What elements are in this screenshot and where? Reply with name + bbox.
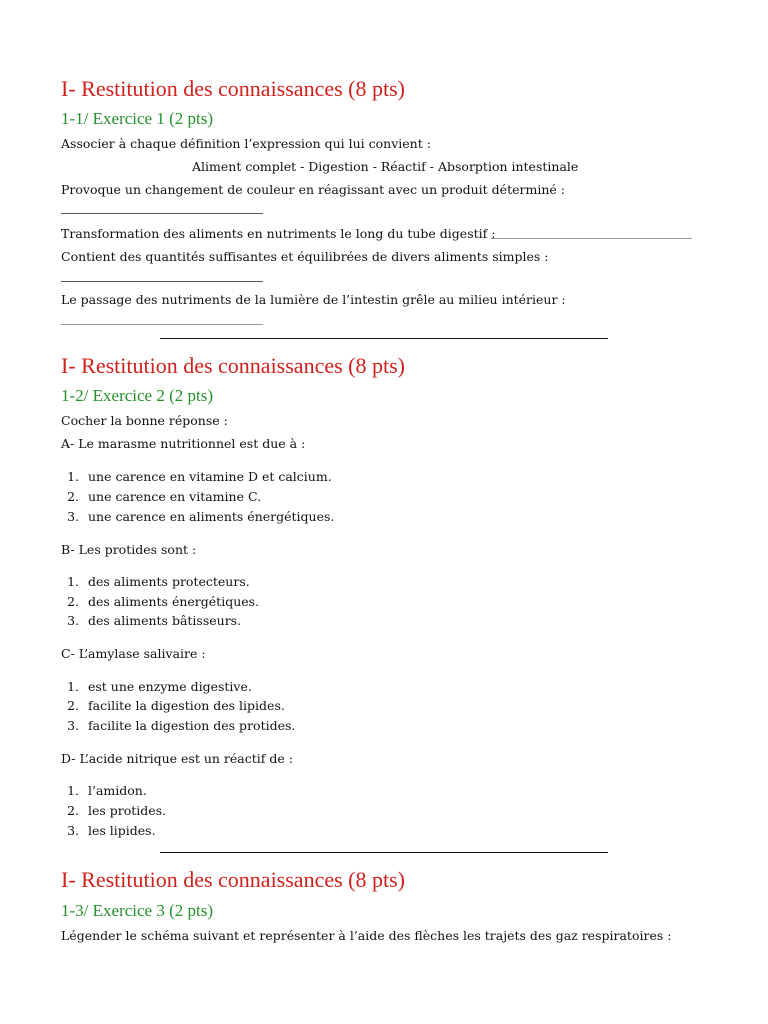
- list-number: 3.: [67, 509, 79, 524]
- question-d-option-2[interactable]: les protides.: [88, 803, 167, 818]
- exercise-2-title: 1-2/ Exercice 2 (2 pts): [61, 386, 213, 405]
- question-a-option-1[interactable]: une carence en vitamine D et calcium.: [88, 469, 332, 484]
- question-b-option-1[interactable]: des aliments protecteurs.: [88, 574, 250, 589]
- list-number: 1.: [67, 469, 79, 484]
- list-number: 1.: [67, 574, 79, 589]
- question-c-option-3[interactable]: facilite la digestion des protides.: [88, 718, 296, 733]
- list-number: 3.: [67, 823, 79, 838]
- exercise-3-title: 1-3/ Exercice 3 (2 pts): [61, 901, 213, 920]
- question-c-option-1[interactable]: est une enzyme digestive.: [88, 679, 252, 694]
- exercise-2-instruction: Cocher la bonne réponse :: [61, 413, 228, 428]
- answer-blank-1[interactable]: [61, 213, 263, 214]
- question-d-option-3[interactable]: les lipides.: [88, 823, 156, 838]
- word-bank: Aliment complet - Digestion - Réactif - Absorption intestinale: [192, 159, 579, 174]
- list-number: 2.: [67, 698, 79, 713]
- list-number: 1.: [67, 783, 79, 798]
- question-a-option-2[interactable]: une carence en vitamine C.: [88, 489, 262, 504]
- question-c-option-2[interactable]: facilite la digestion des lipides.: [88, 698, 285, 713]
- question-d-prompt: D- L’acide nitrique est un réactif de :: [61, 751, 293, 766]
- exercise-3-instruction: Légender le schéma suivant et représenter à l’aide des flèches les trajets des gaz respiratoires :: [61, 928, 672, 943]
- question-b-prompt: B- Les protides sont :: [61, 542, 197, 557]
- exercise-1-title: 1-1/ Exercice 1 (2 pts): [61, 109, 213, 128]
- section-divider-2: [160, 852, 608, 853]
- question-a-option-3[interactable]: une carence en aliments énergétiques.: [88, 509, 335, 524]
- question-b-option-3[interactable]: des aliments bâtisseurs.: [88, 613, 242, 628]
- question-c-prompt: C- L’amylase salivaire :: [61, 646, 206, 661]
- section-divider-1: [160, 338, 608, 339]
- section-1-title: I- Restitution des connaissances (8 pts): [61, 76, 405, 101]
- list-number: 2.: [67, 594, 79, 609]
- list-number: 1.: [67, 679, 79, 694]
- definition-3: Contient des quantités suffisantes et équilibrées de divers aliments simples :: [61, 249, 549, 264]
- question-b-option-2[interactable]: des aliments énergétiques.: [88, 594, 260, 609]
- answer-blank-3[interactable]: [61, 281, 263, 282]
- exercise-1-instruction: Associer à chaque définition l’expression qui lui convient :: [61, 136, 431, 151]
- answer-blank-4[interactable]: [61, 324, 263, 325]
- list-number: 3.: [67, 718, 79, 733]
- section-3-title: I- Restitution des connaissances (8 pts): [61, 867, 405, 892]
- list-number: 2.: [67, 489, 79, 504]
- definition-2: Transformation des aliments en nutriments le long du tube digestif :: [61, 226, 496, 241]
- question-d-option-1[interactable]: l’amidon.: [88, 783, 147, 798]
- section-2-title: I- Restitution des connaissances (8 pts): [61, 353, 405, 378]
- answer-blank-2[interactable]: [491, 238, 692, 239]
- question-a-prompt: A- Le marasme nutritionnel est due à :: [61, 436, 306, 451]
- list-number: 2.: [67, 803, 79, 818]
- definition-1: Provoque un changement de couleur en réagissant avec un produit déterminé :: [61, 182, 565, 197]
- list-number: 3.: [67, 613, 79, 628]
- definition-4: Le passage des nutriments de la lumière de l’intestin grêle au milieu intérieur :: [61, 292, 566, 307]
